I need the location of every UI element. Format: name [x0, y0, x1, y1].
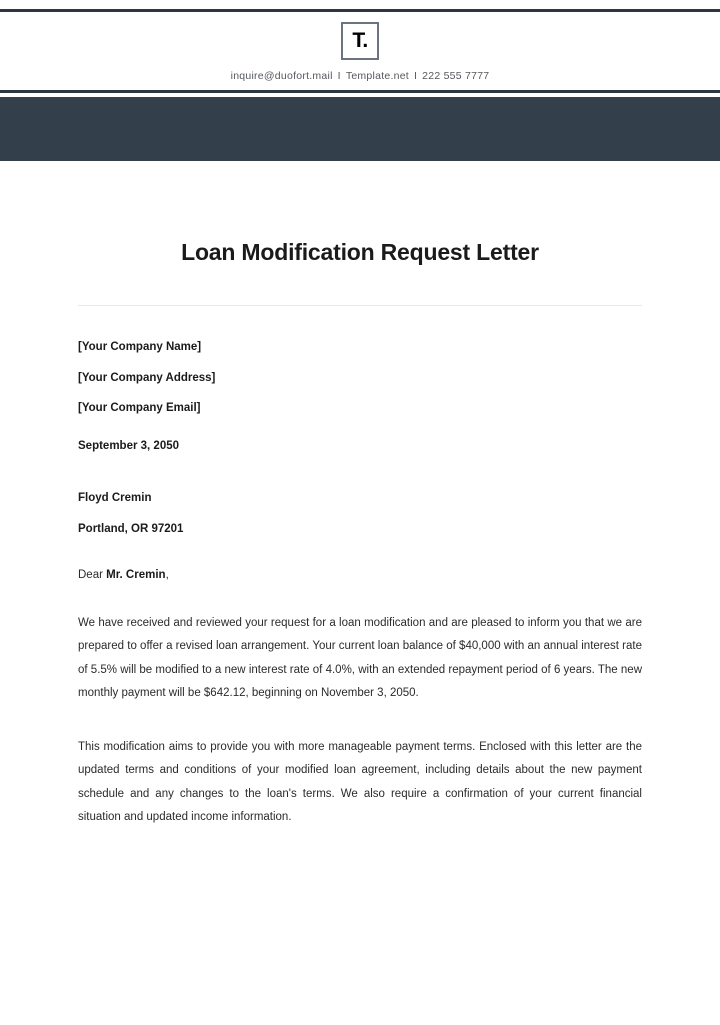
- recipient-name: Floyd Cremin: [78, 492, 152, 504]
- contact-separator-2: I: [413, 70, 418, 82]
- salutation: [78, 570, 642, 582]
- salutation-greeting: Dear: [78, 569, 107, 581]
- page-title: Loan Modification Request Letter: [181, 239, 539, 265]
- sender-company-address: [Your Company Address]: [78, 371, 216, 384]
- recipient-address: Portland, OR 97201: [78, 522, 184, 535]
- contact-line: [0, 70, 720, 90]
- letter-date: September 3, 2050: [78, 439, 180, 452]
- salutation-punctuation: ,: [165, 569, 169, 581]
- template-t-logo-icon: [341, 22, 379, 60]
- contact-separator-1: I: [337, 70, 341, 82]
- navy-accent-band: [0, 97, 720, 161]
- logo-zone: [0, 12, 720, 70]
- title-divider: [78, 305, 642, 306]
- body-paragraph-2: This modification aims to provide you with more manageable payment terms. Enclosed with this letter are the updated terms and conditions of your modified loan agreement, including details about the new payment schedule and any changes to the loan's terms. We also require a confirmation of your current financial situation and updated income information.: [78, 740, 642, 824]
- contact-email: inquire@duofort.mail: [230, 70, 333, 82]
- letterhead: [0, 9, 720, 161]
- recipient-block: [78, 493, 642, 535]
- sender-company-name: [Your Company Name]: [78, 341, 202, 353]
- document-body: [0, 239, 720, 830]
- logo-mark-text: T.: [352, 29, 368, 52]
- body-paragraph-1: We have received and reviewed your request for a loan modification and are pleased to inform you that we are prepared to offer a revised loan arrangement. Your current loan balance of $40,000 with an annual interest rate of 5.5% will be modified to a new interest rate of 4.0%, with an extended repayment period of 6 years. The new monthly payment will be $642.12, beginning on November 3, 2050.: [78, 616, 642, 700]
- sender-block: [78, 342, 642, 415]
- sender-company-email: [Your Company Email]: [78, 402, 201, 414]
- contact-phone: 222 555 7777: [422, 70, 490, 82]
- salutation-name: Mr. Cremin: [106, 569, 166, 581]
- contact-website: Template.net: [345, 70, 409, 82]
